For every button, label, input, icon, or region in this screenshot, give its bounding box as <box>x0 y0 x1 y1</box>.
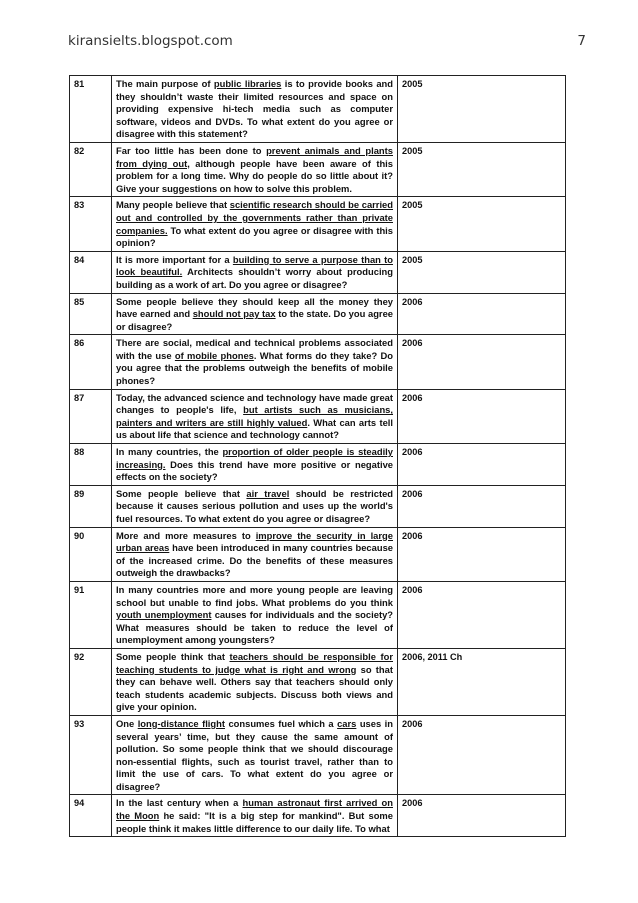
topic-text-segment: In the last century when a <box>116 797 243 809</box>
topic-text-segment: to the state. Do you agree or disagree? <box>116 308 393 332</box>
topic-keyword: proportion of older people is steadily increasing. <box>116 446 393 470</box>
topic-keyword: public libraries <box>213 78 282 89</box>
table-row <box>70 335 566 389</box>
topic-text <box>112 142 398 196</box>
topic-number: 82 <box>70 142 112 196</box>
topic-year: 2006 <box>398 293 566 335</box>
table-row <box>70 648 566 715</box>
topic-year: 2006 <box>398 527 566 581</box>
page-header <box>68 33 586 53</box>
topic-number: 88 <box>70 444 112 486</box>
topic-text-segment: he said: "It is a big step for mankind". But some people think it makes little difference to our daily life. To what <box>116 810 393 834</box>
topic-text <box>112 335 398 389</box>
topic-text-segment: Far too little has been done to <box>116 144 267 156</box>
table-row <box>70 251 566 293</box>
topic-number: 83 <box>70 197 112 251</box>
topic-number: 93 <box>70 715 112 795</box>
topic-year: 2005 <box>398 197 566 251</box>
topic-text-segment: so that they can behave well. Others say that teachers should only teach students academic subjects. Discuss both views and give your opinion. <box>116 663 393 713</box>
table-row <box>70 142 566 196</box>
topic-text-segment: Architects shouldn’t worry about producing building as a work of art. Do you agree or disagree? <box>116 266 394 290</box>
topic-text-segment: uses in several years’ time, but they cause the same amount of pollution. So some people think that we should discourage non-essential flights, such as tourist travel, rather than to limit the use of cars. To what extent do you agree or disagree? <box>116 717 393 792</box>
topic-text-segment: . What can arts tell us about life that science and technology cannot? <box>116 416 393 441</box>
topic-keyword: of mobile phones <box>174 349 254 361</box>
topic-keyword: human astronaut first arrived on the Moon <box>116 797 394 822</box>
topic-text <box>112 251 398 293</box>
table-row <box>70 444 566 486</box>
table-row <box>70 581 566 648</box>
topic-text-segment: Some people think that <box>116 650 230 662</box>
topic-text-segment: In many countries more and more young people are leaving school but unable to find jobs. What problems do you think <box>116 583 393 608</box>
topic-year: 2006 <box>398 335 566 389</box>
topic-text-segment: is to provide books and they shouldn’t waste their limited resources and space on providing expensive hi-tech media such as computer software, videos and DVDs. To what extent do you agree or disagree with this statement? <box>116 78 394 140</box>
topic-year: 2006 <box>398 444 566 486</box>
topic-number: 94 <box>70 795 112 837</box>
topic-number: 92 <box>70 648 112 715</box>
topic-keyword: should not pay tax <box>192 308 276 320</box>
topic-text <box>112 197 398 251</box>
topic-text-segment: The main purpose of <box>116 78 214 89</box>
topic-text <box>112 76 398 143</box>
topic-number: 86 <box>70 335 112 389</box>
topic-text-segment: One <box>116 717 138 729</box>
page-number: 7 <box>577 33 586 49</box>
essay-topics-table <box>69 75 566 837</box>
topic-keyword: prevent animals and plants from dying out, <box>116 144 393 169</box>
topic-year: 2006, 2011 Ch <box>398 648 566 715</box>
topic-year: 2005 <box>398 142 566 196</box>
table-row <box>70 715 566 795</box>
topic-keyword: youth unemployment <box>116 609 212 621</box>
topic-text-segment: More and more measures to <box>116 529 256 541</box>
topic-text <box>112 715 398 795</box>
topic-text-segment: have been introduced in many countries because of the increased crime. Do the benefits of these measures outweigh the drawbacks? <box>116 542 393 579</box>
table-row <box>70 76 566 143</box>
topic-text-segment: To what extent do you agree or disagree with this opinion? <box>116 224 393 249</box>
topic-text-segment: Some people believe they should keep all the money they have earned and <box>116 295 393 320</box>
topic-keyword: but artists such as musicians, painters and writers are still highly valued <box>116 404 394 428</box>
topic-keyword: long-distance flight <box>137 717 225 729</box>
topic-keyword: cars <box>337 717 357 729</box>
topic-keyword: improve the security in large urban areas <box>116 529 393 554</box>
topic-text <box>112 581 398 648</box>
topic-text-segment: causes for individuals and the society? What measures should be taken to reduce the level of unemployment among youngsters? <box>116 609 394 646</box>
topic-text-segment: . What forms do they take? Do you agree that the problems outweigh the benefits of mobile phones? <box>116 349 393 387</box>
topic-text <box>112 795 398 837</box>
table-row <box>70 527 566 581</box>
topic-number: 87 <box>70 389 112 443</box>
topic-number: 81 <box>70 76 112 143</box>
topic-text-segment: Some people believe that <box>116 487 247 499</box>
topic-text-segment: Today, the advanced science and technology have made great changes to people's life, <box>116 391 393 416</box>
topic-year: 2005 <box>398 76 566 143</box>
topic-text-segment: although people have been aware of this problem for a long time. Why do people do so little about it? Give your suggestions on how to solve this problem. <box>116 157 393 194</box>
topic-year: 2006 <box>398 389 566 443</box>
topic-number: 85 <box>70 293 112 335</box>
topic-keyword: scientific research should be carried out and controlled by the governments rather than private companies. <box>116 199 394 236</box>
topic-text-segment: consumes fuel which a <box>225 717 338 729</box>
topic-year: 2005 <box>398 251 566 293</box>
topic-year: 2006 <box>398 715 566 795</box>
topic-keyword: building to serve a purpose than to look beautiful. <box>116 253 393 278</box>
topic-text <box>112 648 398 715</box>
topic-year: 2006 <box>398 795 566 837</box>
topic-text-segment: It is more important for a <box>116 253 233 265</box>
topic-text <box>112 293 398 335</box>
topic-text-segment: Does this trend have more positive or negative effects on the society? <box>116 458 393 483</box>
topic-text <box>112 389 398 443</box>
topic-number: 89 <box>70 485 112 527</box>
topic-text <box>112 527 398 581</box>
topic-text-segment: should be restricted because it causes serious pollution and uses up the world's fuel resources. To what extent do you agree or disagree? <box>116 487 394 524</box>
topic-text <box>112 485 398 527</box>
table-row <box>70 293 566 335</box>
topic-year: 2006 <box>398 485 566 527</box>
topic-number: 90 <box>70 527 112 581</box>
topic-number: 91 <box>70 581 112 648</box>
site-url: kiransielts.blogspot.com <box>68 33 233 49</box>
table-row <box>70 389 566 443</box>
topic-keyword: air travel <box>246 487 290 499</box>
topic-text-segment: There are social, medical and technical problems associated with the use <box>116 337 393 361</box>
table-row <box>70 485 566 527</box>
table-row <box>70 795 566 837</box>
topic-keyword: teachers should be responsible for teaching students to judge what is right and wrong <box>116 650 393 675</box>
topic-number: 84 <box>70 251 112 293</box>
topic-text <box>112 444 398 486</box>
table-row <box>70 197 566 251</box>
topic-text-segment: In many countries, the <box>116 446 223 458</box>
topic-text-segment: Many people believe that <box>116 199 230 211</box>
topic-year: 2006 <box>398 581 566 648</box>
